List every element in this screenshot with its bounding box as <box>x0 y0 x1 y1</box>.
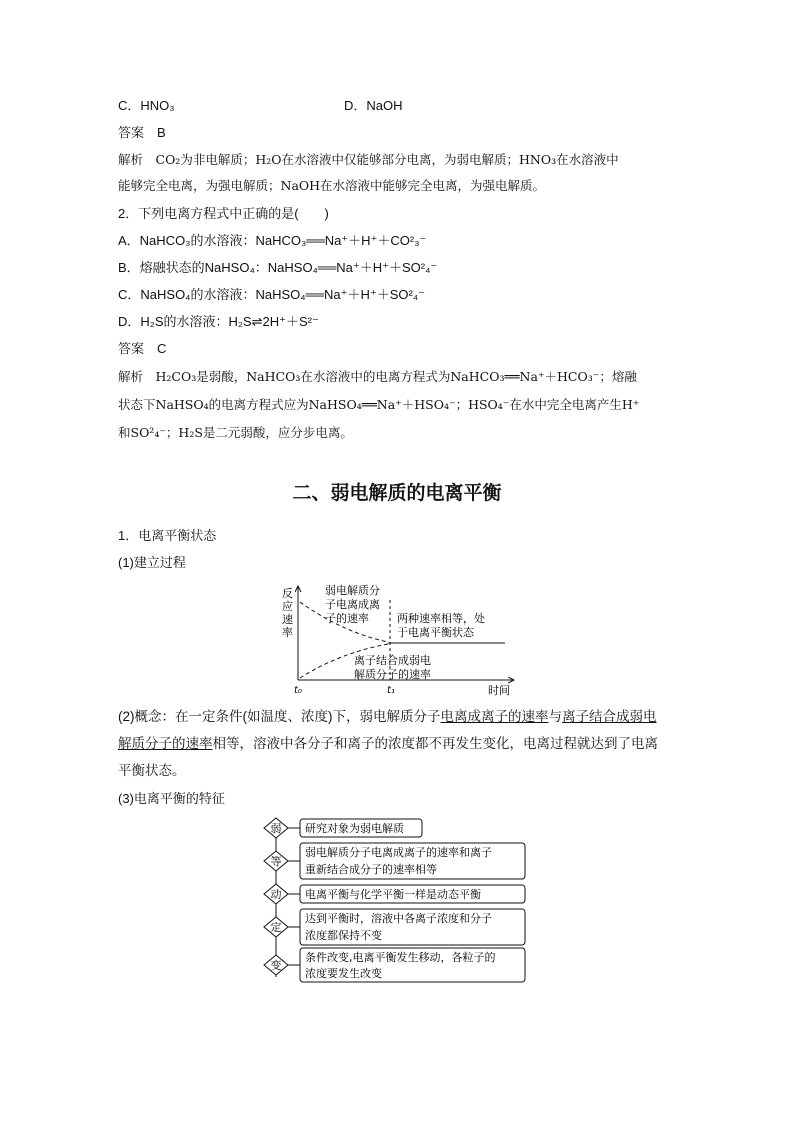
feature-constant <box>264 909 525 945</box>
recombination-curve-label: 离子结合成弱电 <box>354 654 431 667</box>
feature-dynamic <box>264 884 525 904</box>
concept-text: 与 <box>548 709 562 724</box>
concept-key-term: 电离成离子的速率 <box>440 709 549 724</box>
concept-line-3: 平衡状态。 <box>118 763 186 778</box>
t1-label: t₁ <box>387 685 395 696</box>
section-title: 二、弱电解质的电离平衡 <box>292 482 502 504</box>
y-axis-label-char: 率 <box>282 626 293 639</box>
feature-text: 浓度都保持不变 <box>305 929 382 942</box>
q1-option-d: D．NaOH <box>344 98 403 113</box>
feature-text: 条件改变,电离平衡发生移动，各粒子的 <box>305 951 496 964</box>
q2-analysis-line-1: 解析 H₂CO₃是弱酸，NaHCO₃在水溶液中的电离方程式为NaHCO₃══Na⁺＋HCO₃⁻；熔融 <box>118 369 637 384</box>
y-axis-label-char: 应 <box>282 600 293 613</box>
q2-option-b: B．熔融状态的NaHSO₄：NaHSO₄══Na⁺＋H⁺＋SO²₄⁻ <box>118 260 438 275</box>
features-diagram <box>258 815 530 985</box>
subheading-establishment: (1)建立过程 <box>118 555 186 570</box>
concept-key-term: 解质分子的速率 <box>118 736 213 751</box>
q2-stem: 2．下列电离方程式中正确的是( ) <box>118 206 329 221</box>
concept-line-1 <box>118 708 657 726</box>
q2-option-d: D．H₂S的水溶液：H₂S⇌2H⁺＋S²⁻ <box>118 314 319 329</box>
feature-text: 电离平衡与化学平衡一样是动态平衡 <box>305 888 481 901</box>
q1-analysis-line-1: 解析 CO₂为非电解质；H₂O在水溶液中仅能够部分电离，为弱电解质；HNO₃在水溶液中 <box>118 152 619 167</box>
feature-text: 浓度要发生改变 <box>305 967 382 980</box>
equilibrium-note: 两种速率相等，处 <box>397 612 485 625</box>
q2-option-a: A．NaHCO₃的水溶液：NaHCO₃══Na⁺＋H⁺＋CO²₃⁻ <box>118 233 427 248</box>
q1-analysis-line-2: 能够完全电离，为强电解质；NaOH在水溶液中能够完全电离，为强电解质。 <box>118 178 546 193</box>
feature-text: 研究对象为弱电解质 <box>305 822 404 835</box>
ionization-curve-label: 子的速率 <box>325 612 369 625</box>
ionization-curve-label: 弱电解质分 <box>325 584 380 597</box>
q2-analysis-line-2: 状态下NaHSO₄的电离方程式应为NaHSO₄══Na⁺＋HSO₄⁻；HSO₄⁻在水中完全电离产生H⁺ <box>118 397 640 412</box>
x-axis-label: 时间 <box>488 684 510 697</box>
t0-label: t₀ <box>294 685 302 696</box>
y-axis-label-char: 反 <box>282 587 293 600</box>
q2-answer: 答案 C <box>118 341 167 356</box>
feature-char: 变 <box>270 959 282 972</box>
feature-char: 动 <box>270 888 282 901</box>
y-axis-label-char: 速 <box>282 613 293 626</box>
equilibrium-note: 于电离平衡状态 <box>397 626 474 639</box>
subheading-features: (3)电离平衡的特征 <box>118 791 225 806</box>
feature-char: 弱 <box>270 822 282 835</box>
q1-option-c: C．HNO₃ <box>118 98 175 113</box>
recombination-curve-label: 解质分子的速率 <box>354 668 431 681</box>
feature-weak <box>264 818 422 838</box>
subheading-equilibrium-state: 1．电离平衡状态 <box>118 528 217 543</box>
concept-key-term: 离子结合成弱电 <box>562 709 657 724</box>
feature-text: 重新结合成分子的速率相等 <box>305 863 437 876</box>
feature-char: 等 <box>270 855 282 868</box>
feature-text: 达到平衡时，溶液中各离子浓度和分子 <box>305 912 492 925</box>
rate-time-graph <box>270 580 530 700</box>
q1-answer: 答案 B <box>118 125 166 140</box>
ionization-curve-label: 子电离成离 <box>325 598 380 611</box>
q2-analysis-line-3: 和SO²₄⁻；H₂S是二元弱酸，应分步电离。 <box>118 425 353 440</box>
feature-change <box>264 948 525 982</box>
concept-text: (2)概念：在一定条件(如温度、浓度)下，弱电解质分子 <box>118 709 441 724</box>
feature-equal <box>264 843 525 879</box>
concept-line-2 <box>118 735 658 753</box>
concept-text: 相等，溶液中各分子和离子的浓度都不再发生变化，电离过程就达到了电离 <box>212 736 658 751</box>
feature-text: 弱电解质分子电离成离子的速率和离子 <box>305 846 492 859</box>
q2-option-c: C．NaHSO₄的水溶液：NaHSO₄══Na⁺＋H⁺＋SO²₄⁻ <box>118 287 426 302</box>
feature-char: 定 <box>270 921 282 934</box>
